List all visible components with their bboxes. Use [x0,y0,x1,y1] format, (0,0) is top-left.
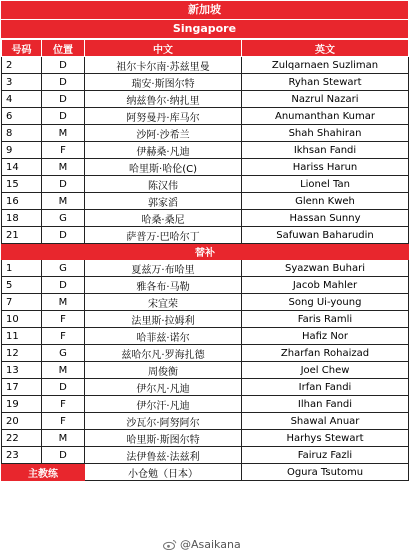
player-position: D [42,91,85,108]
table-row [2,345,409,362]
player-number: 18 [2,210,42,227]
player-position: F [42,311,85,328]
player-position: M [42,430,85,447]
player-name-english: Shah Shahiran [242,125,409,142]
player-name-english: Jacob Mahler [242,277,409,294]
player-position: M [42,193,85,210]
player-position: G [42,260,85,277]
player-number: 7 [2,294,42,311]
table-row [2,125,409,142]
player-name-chinese: 祖尔卡尔南·苏兹里曼 [85,57,242,74]
table-row [2,379,409,396]
player-name-english: Hafiz Nor [242,328,409,345]
player-number: 14 [2,159,42,176]
player-number: 15 [2,176,42,193]
player-position: M [42,362,85,379]
player-position: F [42,142,85,159]
player-position: G [42,345,85,362]
player-name-chinese: 法伊鲁兹·法兹利 [85,447,242,464]
player-number: 6 [2,108,42,125]
table-row [2,328,409,345]
player-position: F [42,328,85,345]
player-name-chinese: 周俊衡 [85,362,242,379]
player-position: M [42,294,85,311]
player-position: M [42,159,85,176]
player-number: 23 [2,447,42,464]
col-english-header: 英文 [242,40,409,57]
table-row [2,108,409,125]
player-name-chinese: 伊赫桑·凡迪 [85,142,242,159]
table-row [2,260,409,277]
coach-label: 主教练 [2,464,85,481]
player-name-chinese: 哈里斯·斯图尔特 [85,430,242,447]
player-name-chinese: 沙阿·沙希兰 [85,125,242,142]
player-name-chinese: 伊尔汗·凡迪 [85,396,242,413]
player-name-english: Ikhsan Fandi [242,142,409,159]
player-name-english: Zharfan Rohaizad [242,345,409,362]
table-row [2,447,409,464]
table-row [2,74,409,91]
player-number: 12 [2,345,42,362]
player-position: G [42,210,85,227]
player-number: 3 [2,74,42,91]
player-name-chinese: 雅各布·马勒 [85,277,242,294]
table-row [2,142,409,159]
player-name-english: Syazwan Buhari [242,260,409,277]
player-number: 1 [2,260,42,277]
coach-row [2,464,409,481]
subtitle-bar: Singapore [1,20,408,39]
player-number: 4 [2,91,42,108]
player-number: 9 [2,142,42,159]
player-name-english: Safuwan Baharudin [242,227,409,244]
player-number: 22 [2,430,42,447]
player-name-english: Joel Chew [242,362,409,379]
coach-name-english: Ogura Tsutomu [242,464,409,481]
table-row [2,176,409,193]
player-name-chinese: 哈里斯·哈伦(C) [85,159,242,176]
player-name-english: Ilhan Fandi [242,396,409,413]
player-name-english: Lionel Tan [242,176,409,193]
table-row [2,210,409,227]
player-position: D [42,176,85,193]
table-row [2,193,409,210]
player-position: D [42,447,85,464]
table-row [2,159,409,176]
player-position: M [42,125,85,142]
player-name-chinese: 纳兹鲁尔·纳扎里 [85,91,242,108]
player-number: 13 [2,362,42,379]
player-name-english: Harhys Stewart [242,430,409,447]
player-position: F [42,413,85,430]
player-number: 20 [2,413,42,430]
player-name-chinese: 伊尔凡·凡迪 [85,379,242,396]
player-name-english: Glenn Kweh [242,193,409,210]
coach-name-chinese: 小仓勉（日本） [85,464,242,481]
player-name-english: Hassan Sunny [242,210,409,227]
roster-sheet [1,1,408,481]
player-position: D [42,108,85,125]
player-name-chinese: 萨普万·巴哈尔丁 [85,227,242,244]
player-name-english: Irfan Fandi [242,379,409,396]
table-row [2,91,409,108]
player-name-chinese: 夏兹万·布哈里 [85,260,242,277]
table-row [2,311,409,328]
player-name-chinese: 郭家滔 [85,193,242,210]
player-number: 21 [2,227,42,244]
player-name-chinese: 哈桑·桑尼 [85,210,242,227]
watermark-text: @Asaikana [180,538,241,551]
player-number: 10 [2,311,42,328]
player-name-english: Nazrul Nazari [242,91,409,108]
player-position: D [42,277,85,294]
table-row [2,362,409,379]
player-number: 16 [2,193,42,210]
player-number: 17 [2,379,42,396]
player-name-chinese: 沙瓦尔·阿努阿尔 [85,413,242,430]
roster-table [1,39,409,481]
player-name-chinese: 哈菲兹·诺尔 [85,328,242,345]
table-row [2,396,409,413]
table-row [2,294,409,311]
table-row [2,413,409,430]
player-name-english: Anumanthan Kumar [242,108,409,125]
player-number: 5 [2,277,42,294]
substitutes-label: 替补 [2,244,409,260]
table-row [2,57,409,74]
player-position: D [42,227,85,244]
watermark [163,538,241,551]
player-name-english: Faris Ramli [242,311,409,328]
player-name-english: Shawal Anuar [242,413,409,430]
table-row [2,430,409,447]
player-name-chinese: 宋宜荣 [85,294,242,311]
player-name-chinese: 陈汉伟 [85,176,242,193]
player-name-chinese: 兹哈尔凡·罗海扎德 [85,345,242,362]
weibo-icon [163,539,177,550]
player-name-chinese: 阿努曼丹·库马尔 [85,108,242,125]
substitutes-section-row [2,244,409,260]
player-name-english: Song Ui-young [242,294,409,311]
title-bar: 新加坡 [1,1,408,20]
table-row [2,277,409,294]
player-name-chinese: 法里斯·拉姆利 [85,311,242,328]
player-name-chinese: 瑞安·斯图尔特 [85,74,242,91]
player-number: 19 [2,396,42,413]
player-position: D [42,379,85,396]
player-position: D [42,57,85,74]
player-number: 11 [2,328,42,345]
player-number: 8 [2,125,42,142]
col-number-header: 号码 [2,40,42,57]
player-position: F [42,396,85,413]
player-name-english: Fairuz Fazli [242,447,409,464]
player-position: D [42,74,85,91]
table-row [2,227,409,244]
column-header-row [2,40,409,57]
player-name-english: Zulqarnaen Suzliman [242,57,409,74]
col-chinese-header: 中文 [85,40,242,57]
player-name-english: Ryhan Stewart [242,74,409,91]
player-name-english: Hariss Harun [242,159,409,176]
col-position-header: 位置 [42,40,85,57]
player-number: 2 [2,57,42,74]
